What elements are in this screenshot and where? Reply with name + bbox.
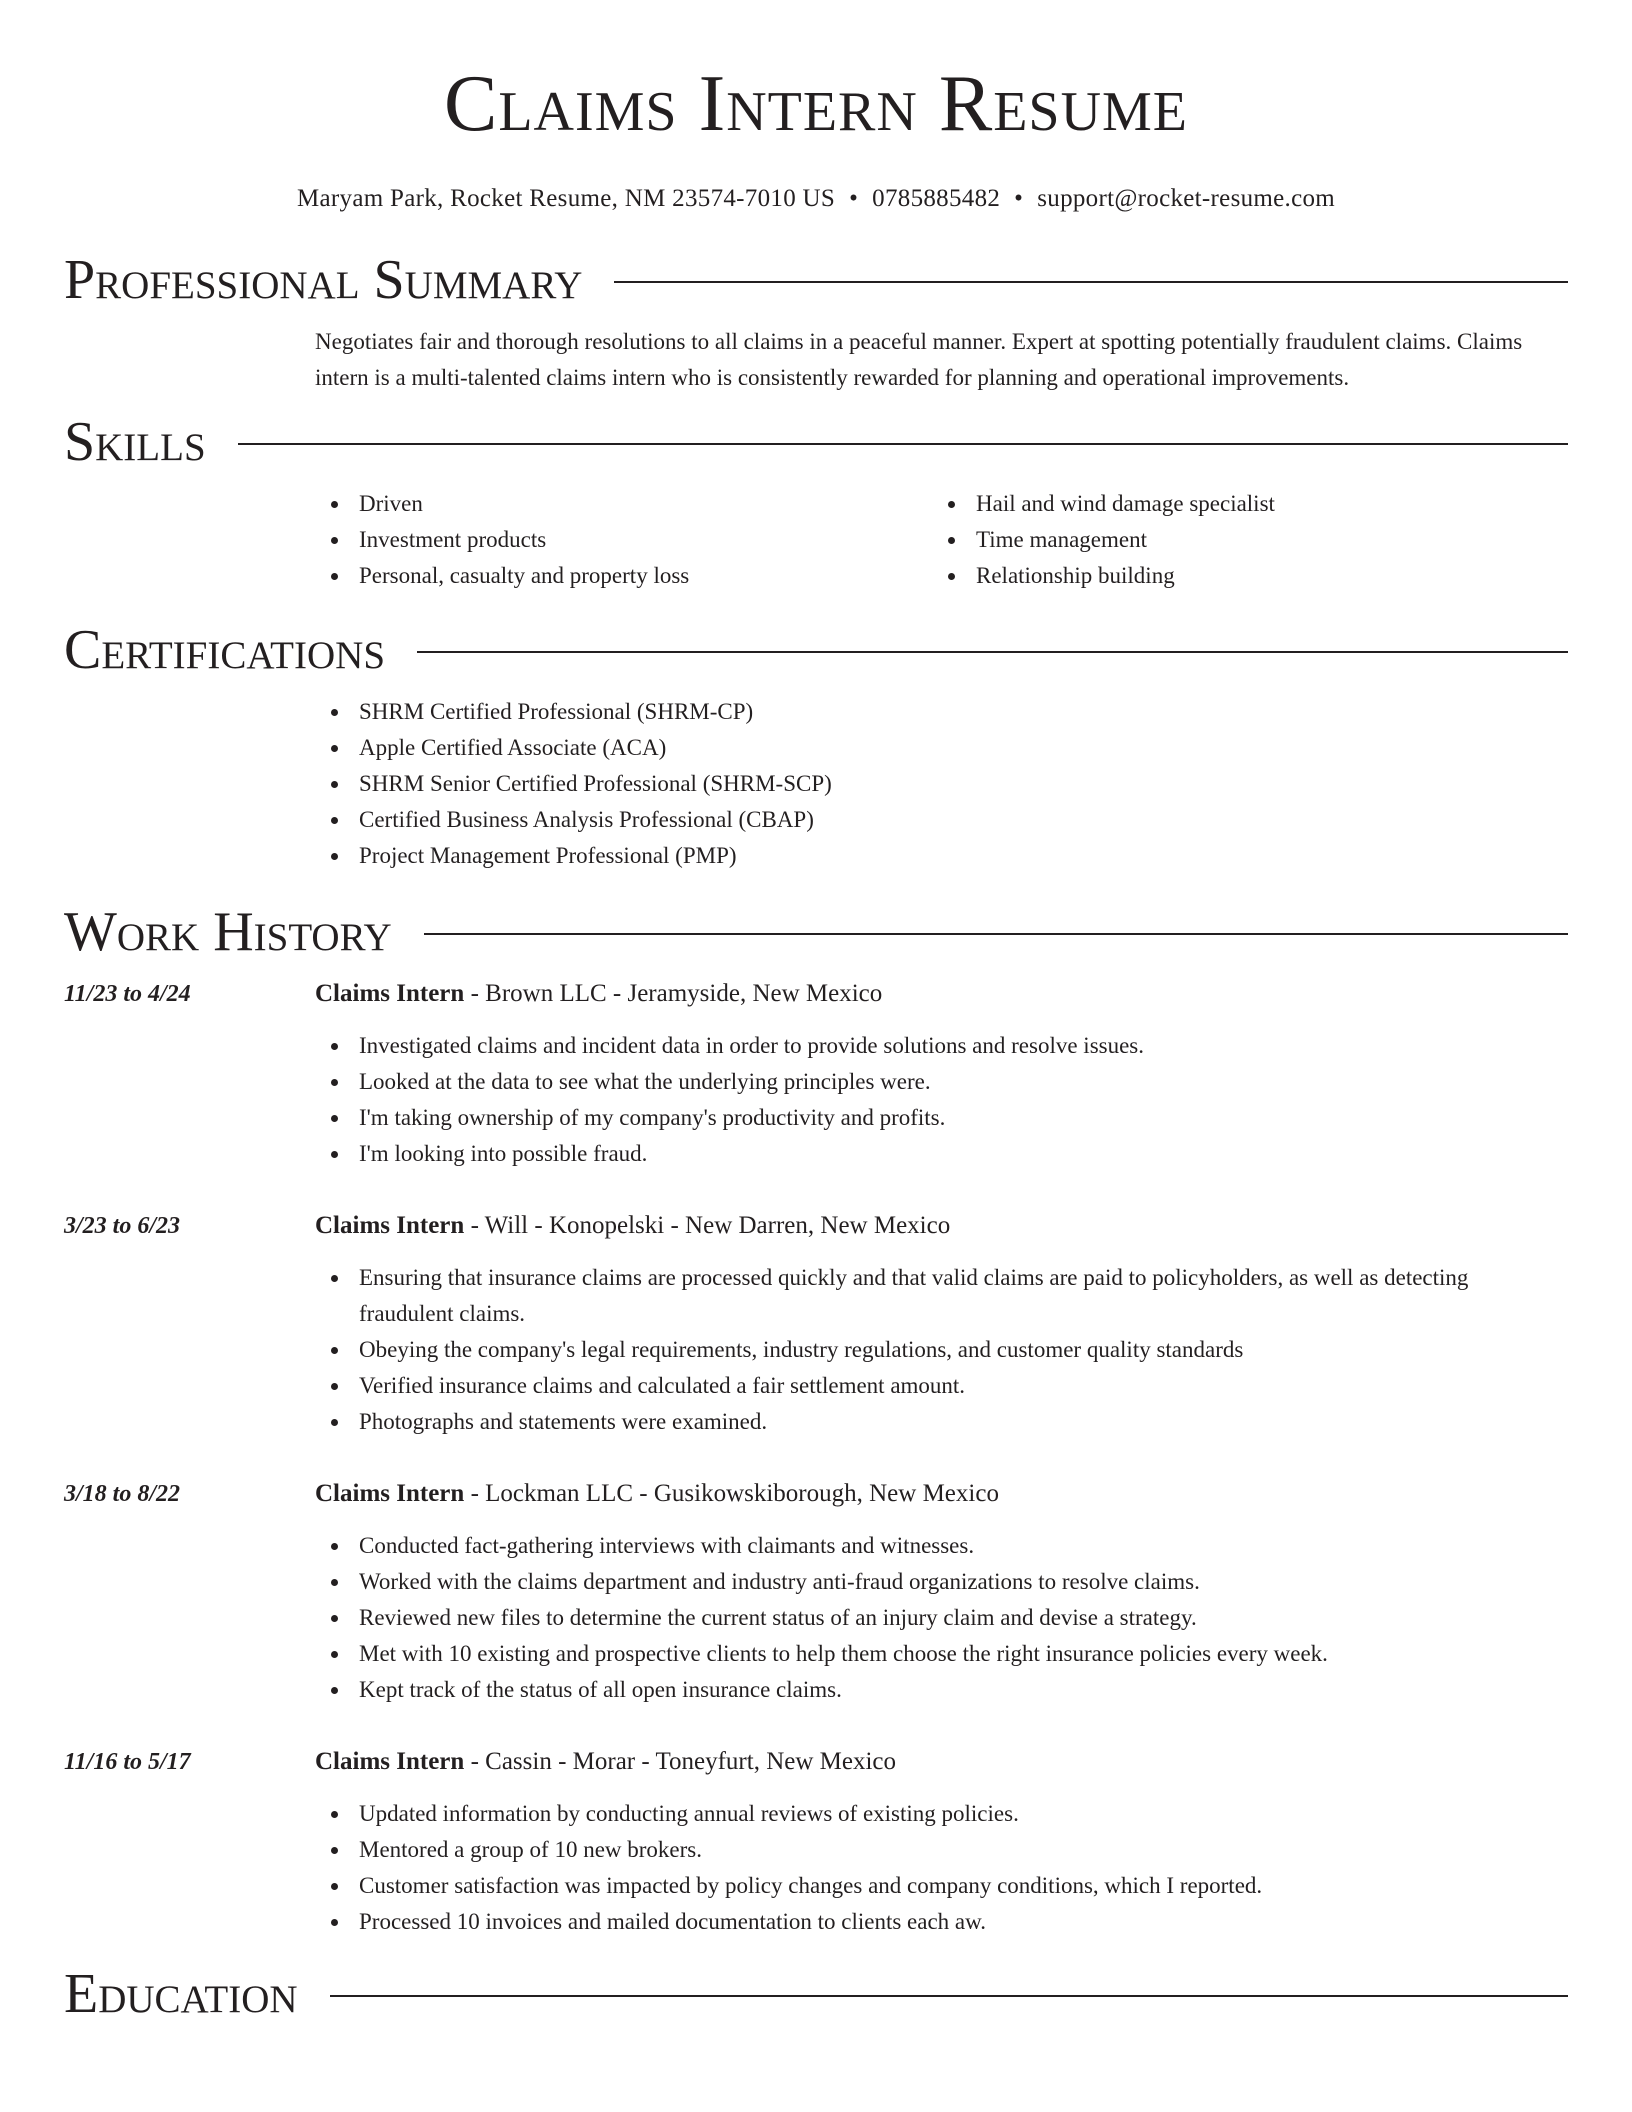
- job-title: Claims Intern: [315, 1212, 465, 1239]
- section-divider: [238, 443, 1568, 445]
- contact-email[interactable]: support@rocket-resume.com: [1037, 185, 1336, 212]
- section-header-certifications: [64, 620, 1568, 680]
- job-employer-location: - Will - Konopelski - New Darren, New Mexico: [464, 1212, 951, 1239]
- job-heading: [315, 1476, 1568, 1512]
- job-title: Claims Intern: [315, 1748, 465, 1775]
- job-bullet: I'm looking into possible fraud.: [315, 1136, 1568, 1172]
- skills-column-left: [315, 486, 932, 594]
- job-title: Claims Intern: [315, 1480, 465, 1507]
- section-header-skills: [64, 412, 1568, 472]
- job-heading: [315, 1744, 1568, 1780]
- skills-column-right: [932, 486, 1549, 594]
- skill-item: Time management: [932, 522, 1549, 558]
- job-bullet: Kept track of the status of all open insurance claims.: [315, 1672, 1568, 1708]
- job-employer-location: - Cassin - Morar - Toneyfurt, New Mexico: [464, 1748, 897, 1775]
- job-dates: 11/16 to 5/17: [64, 1749, 191, 1775]
- section-header-education: [64, 1964, 1568, 2024]
- skills-list: [315, 486, 1568, 594]
- job-bullet: Ensuring that insurance claims are processed quickly and that valid claims are paid to policyholders, as well as detecting fraudulent claims.: [315, 1260, 1568, 1332]
- skill-item: Hail and wind damage specialist: [932, 486, 1549, 522]
- job-heading: [315, 1208, 1568, 1244]
- contact-address: Maryam Park, Rocket Resume, NM 23574-7010 US: [296, 185, 836, 212]
- certification-item: SHRM Certified Professional (SHRM-CP): [315, 694, 1568, 730]
- resume-title: Claims Intern Resume: [443, 60, 1189, 148]
- certification-item: Certified Business Analysis Professional (CBAP): [315, 802, 1568, 838]
- resume-page: [64, 0, 1568, 2024]
- section-title-work-history: Work History: [64, 901, 392, 963]
- job-bullet: Processed 10 invoices and mailed documentation to clients each aw.: [315, 1904, 1568, 1940]
- job-bullets: [315, 1028, 1568, 1172]
- section-divider: [614, 281, 1568, 283]
- job-bullets: [315, 1528, 1568, 1708]
- section-title-certifications: Certifications: [64, 619, 386, 681]
- job-employer-location: - Brown LLC - Jeramyside, New Mexico: [464, 980, 883, 1007]
- section-header-summary: [64, 250, 1568, 310]
- job-bullet: Worked with the claims department and industry anti-fraud organizations to resolve claims.: [315, 1564, 1568, 1600]
- job-dates: 3/23 to 6/23: [64, 1213, 181, 1239]
- job-bullet: Met with 10 existing and prospective clients to help them choose the right insurance policies every week.: [315, 1636, 1568, 1672]
- job-bullet: Investigated claims and incident data in order to provide solutions and resolve issues.: [315, 1028, 1568, 1064]
- job-bullet: Reviewed new files to determine the current status of an injury claim and devise a strategy.: [315, 1600, 1568, 1636]
- contact-separator: •: [849, 185, 859, 212]
- job-bullet: I'm taking ownership of my company's productivity and profits.: [315, 1100, 1568, 1136]
- certification-item: SHRM Senior Certified Professional (SHRM-SCP): [315, 766, 1568, 802]
- contact-phone: 0785885482: [872, 185, 1001, 212]
- job-bullet: Mentored a group of 10 new brokers.: [315, 1832, 1568, 1868]
- certification-item: Apple Certified Associate (ACA): [315, 730, 1568, 766]
- job-bullet: Customer satisfaction was impacted by policy changes and company conditions, which I reported.: [315, 1868, 1568, 1904]
- skill-item: Investment products: [315, 522, 932, 558]
- job-employer-location: - Lockman LLC - Gusikowskiborough, New Mexico: [464, 1480, 999, 1507]
- job-entry: [64, 1476, 1568, 1708]
- certifications-list: [315, 694, 1568, 874]
- job-title: Claims Intern: [315, 980, 465, 1007]
- certification-item: Project Management Professional (PMP): [315, 838, 1568, 874]
- section-title-summary: Professional Summary: [64, 249, 583, 311]
- job-bullets: [315, 1260, 1568, 1440]
- job-bullet: Conducted fact-gathering interviews with claimants and witnesses.: [315, 1528, 1568, 1564]
- job-bullets: [315, 1796, 1568, 1940]
- job-entry: [64, 976, 1568, 1172]
- job-bullet: Photographs and statements were examined.: [315, 1404, 1568, 1440]
- skill-item: Driven: [315, 486, 932, 522]
- job-entry: [64, 1744, 1568, 1940]
- job-bullet: Looked at the data to see what the underlying principles were.: [315, 1064, 1568, 1100]
- section-divider: [424, 933, 1568, 935]
- section-divider: [330, 1995, 1568, 1997]
- section-title-education: Education: [64, 1963, 298, 2025]
- summary-text: Negotiates fair and thorough resolutions to all claims in a peaceful manner. Expert at spotting potentially fraudulent claims. Claims intern is a multi-talented claims intern who is consistently rewarded for planning and operational improvements.: [315, 329, 1523, 390]
- section-header-work-history: [64, 902, 1568, 962]
- job-dates: 3/18 to 8/22: [64, 1481, 181, 1507]
- job-bullet: Updated information by conducting annual reviews of existing policies.: [315, 1796, 1568, 1832]
- job-entry: [64, 1208, 1568, 1440]
- skill-item: Personal, casualty and property loss: [315, 558, 932, 594]
- job-heading: [315, 976, 1568, 1012]
- job-bullet: Verified insurance claims and calculated a fair settlement amount.: [315, 1368, 1568, 1404]
- section-title-skills: Skills: [64, 411, 206, 473]
- contact-separator: •: [1014, 185, 1024, 212]
- contact-line: [64, 184, 1568, 214]
- job-bullet: Obeying the company's legal requirements, industry regulations, and customer quality standards: [315, 1332, 1568, 1368]
- skill-item: Relationship building: [932, 558, 1549, 594]
- job-dates: 11/23 to 4/24: [64, 981, 191, 1007]
- section-divider: [417, 651, 1568, 653]
